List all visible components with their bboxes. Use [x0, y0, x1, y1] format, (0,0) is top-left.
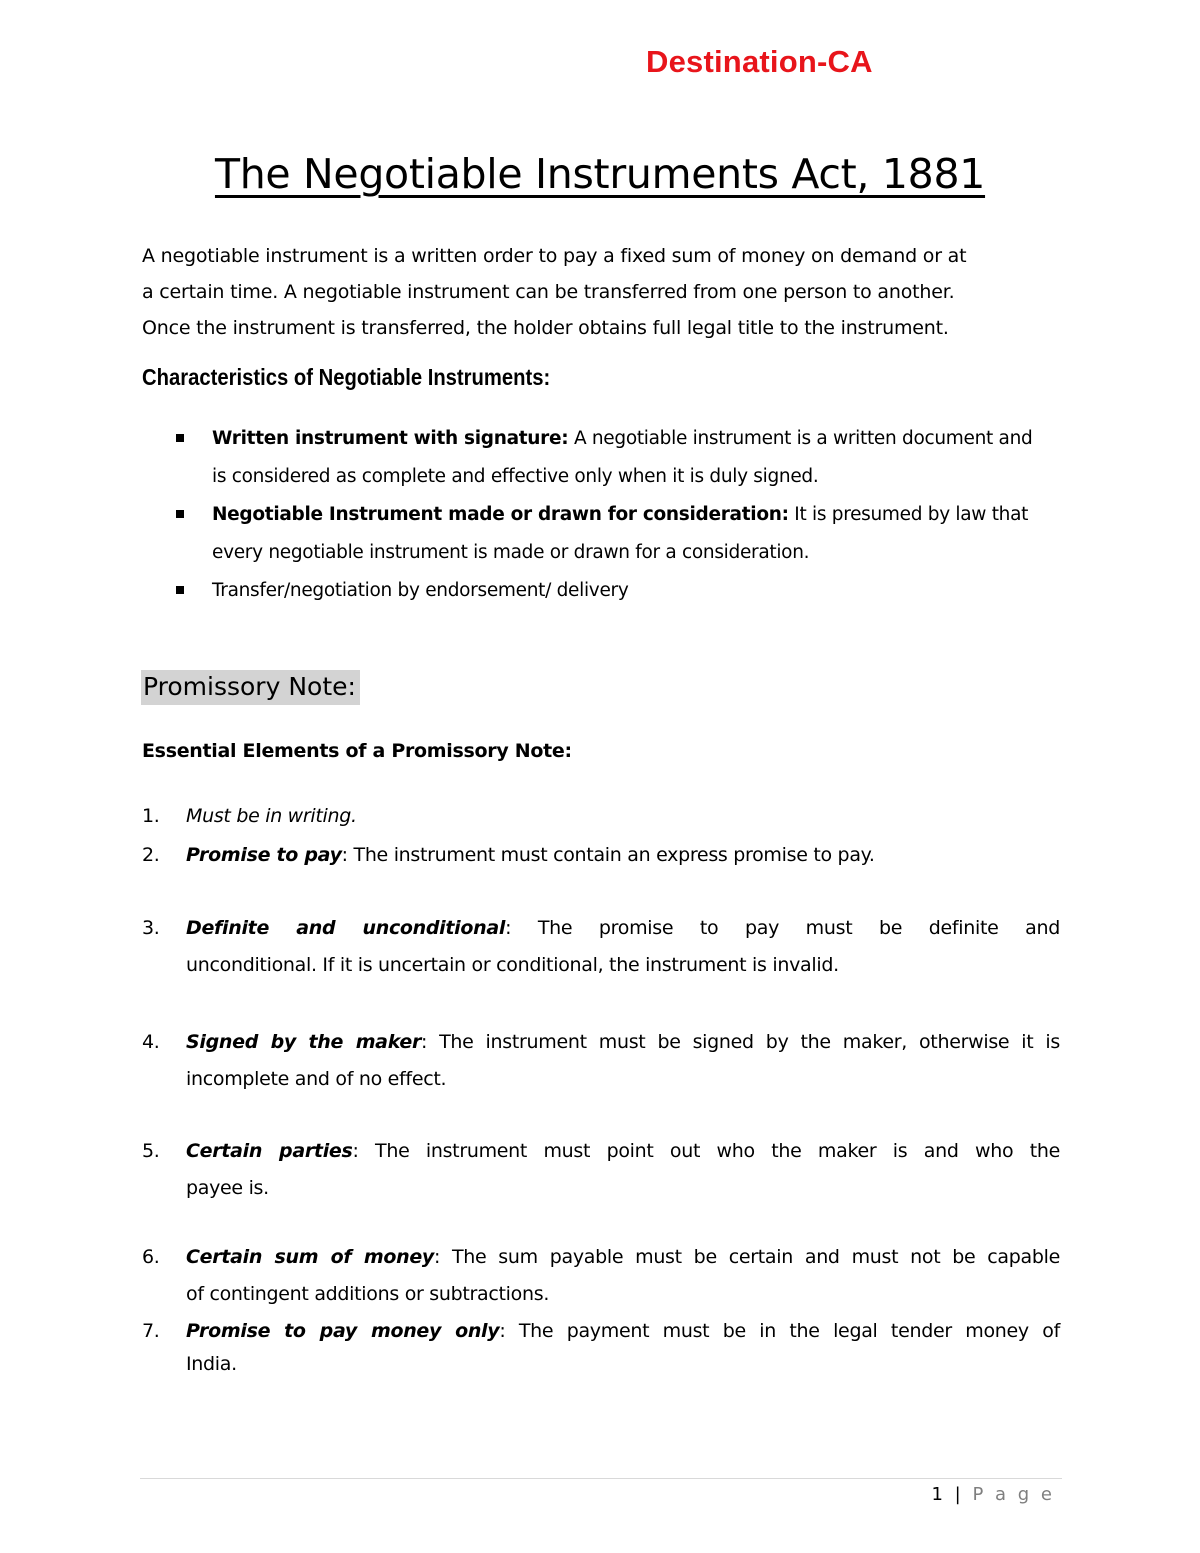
item-text: : The instrument must contain an express promise to pay.	[341, 844, 875, 866]
page-title: The Negotiable Instruments Act, 1881	[214, 150, 986, 198]
item-text: : The promise to pay must be definite and	[505, 917, 1060, 939]
numbered-item	[142, 1239, 1060, 1313]
bullet-text: A negotiable instrument is a written document and	[568, 428, 1033, 449]
bullet-term: Negotiable Instrument made or drawn for consideration:	[212, 504, 789, 525]
item-number: 7.	[142, 1320, 160, 1342]
promissory-note-heading: Promissory Note:	[141, 670, 360, 705]
bullet-line	[212, 420, 1066, 458]
bullet-term: Written instrument with signature:	[212, 428, 569, 449]
item-text: : The instrument must point out who the maker is and who the	[352, 1140, 1061, 1162]
list-item	[176, 572, 1066, 610]
page-label: P a g e	[972, 1484, 1055, 1505]
brand-watermark: Destination-CA	[646, 44, 873, 79]
item-text: : The payment must be in the legal tender money of	[499, 1320, 1060, 1342]
list-item	[176, 420, 1066, 496]
item-term: Promise to pay	[186, 844, 342, 866]
bullet-text: It is presumed by law that	[788, 504, 1029, 525]
numbered-item	[142, 1133, 1060, 1207]
item-number: 1.	[142, 805, 160, 827]
item-term: Promise to pay money only	[186, 1320, 500, 1342]
numbered-item	[142, 1315, 1060, 1381]
page-number: 1	[931, 1484, 946, 1505]
intro-paragraph	[142, 238, 1062, 346]
item-number: 6.	[142, 1246, 160, 1268]
numbered-item	[142, 1024, 1060, 1098]
item-line	[186, 1315, 1060, 1348]
item-term: Signed by the maker	[186, 1031, 422, 1053]
item-text: Must be in writing.	[186, 805, 357, 827]
list-item	[176, 496, 1066, 572]
footer-separator: |	[954, 1484, 964, 1505]
item-line	[186, 910, 1060, 947]
bullet-line: is considered as complete and effective only when it is duly signed.	[212, 466, 819, 487]
numbered-item	[142, 798, 1060, 835]
item-line	[186, 1133, 1060, 1170]
characteristics-list	[176, 420, 1066, 610]
characteristics-heading: Characteristics of Negotiable Instruments:	[142, 364, 551, 390]
item-number: 2.	[142, 844, 160, 866]
numbered-item	[142, 837, 1060, 874]
essential-elements-heading: Essential Elements of a Promissory Note:	[142, 740, 572, 762]
item-number: 4.	[142, 1031, 160, 1053]
square-bullet-icon	[176, 510, 184, 518]
item-text: : The instrument must be signed by the maker, otherwise it is	[421, 1031, 1060, 1053]
item-line: unconditional. If it is uncertain or conditional, the instrument is invalid.	[186, 954, 839, 976]
item-line: of contingent additions or subtractions.	[186, 1283, 550, 1305]
square-bullet-icon	[176, 586, 184, 594]
item-text: : The sum payable must be certain and must not be capable	[434, 1246, 1060, 1268]
bullet-line: Transfer/negotiation by endorsement/ delivery	[212, 580, 629, 601]
item-number: 3.	[142, 917, 160, 939]
item-line: India.	[186, 1353, 237, 1375]
footer-divider	[140, 1478, 1062, 1479]
bullet-line: every negotiable instrument is made or drawn for a consideration.	[212, 542, 810, 563]
item-line: payee is.	[186, 1177, 269, 1199]
intro-line: Once the instrument is transferred, the holder obtains full legal title to the instrument.	[142, 317, 949, 339]
intro-line: A negotiable instrument is a written order to pay a fixed sum of money on demand or at	[142, 245, 967, 267]
item-term: Certain parties	[186, 1140, 353, 1162]
item-line	[186, 1024, 1060, 1061]
item-line	[186, 1239, 1060, 1276]
intro-line: a certain time. A negotiable instrument can be transferred from one person to another.	[142, 281, 955, 303]
bullet-line	[212, 496, 1066, 534]
item-number: 5.	[142, 1140, 160, 1162]
numbered-item	[142, 910, 1060, 984]
item-term: Definite and unconditional	[186, 917, 506, 939]
page-footer	[931, 1484, 1055, 1505]
square-bullet-icon	[176, 434, 184, 442]
item-term: Certain sum of money	[186, 1246, 434, 1268]
item-line: incomplete and of no effect.	[186, 1068, 447, 1090]
